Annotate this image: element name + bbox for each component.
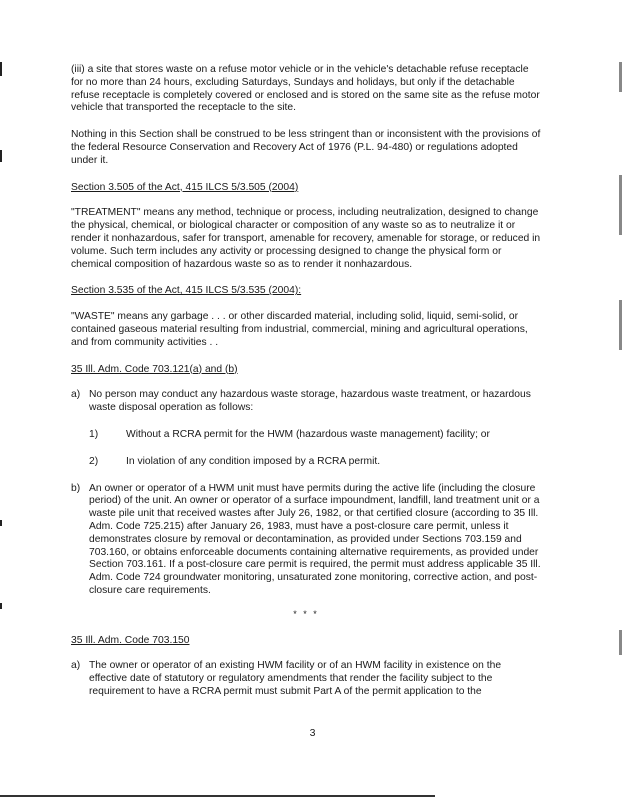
sublist-item-1 [89, 429, 541, 442]
paragraph-treatment: "TREATMENT" means any method, technique or process, including neutralization, designed to change the physical, chemical, or biological character or composition of any waste so as to neutralize it or render it nonhazardous, safer for transport, amenable for recovery, amenable for storage, or reduced in volume. Such term includes any activity or processing designed to change the physical form or chemical composition of hazardous waste so as to render it nonhazardous. [71, 207, 541, 270]
page-number: 3 [309, 727, 316, 739]
paragraph-nothing: Nothing in this Section shall be construed to be less stringent than or inconsistent with the provisions of the federal Resource Conservation and Recovery Act of 1976 (P.L. 94-480) or regulations adopted under it. [71, 129, 541, 166]
list-item-text: An owner or operator of a HWM unit must have permits during the active life (including the closure period) of the unit. An owner or operator of a surface impoundment, landfill, land treatment unit or a waste pile unit that received wastes after July 26, 1982, or that certified closure (according to 35 Ill. Adm. Code 725.215) after January 26, 1983, must have a post-closure care permit, unless it demonstrates closure by removal or decontamination, as provided under Sections 703.159 and 703.160, or obtains enforceable documents containing alternative requirements, as provided under Section 703.161. If a post-closure care permit is required, the permit must address applicable 35 Ill. Adm. Code 724 groundwater monitoring, unsaturated zone monitoring, corrective action, and post-closure care requirements. [89, 482, 541, 596]
list-marker: b) [71, 482, 81, 494]
list-item-a-703-150 [71, 660, 541, 698]
scan-edge-mark [0, 603, 2, 609]
section-heading-3-505: Section 3.505 of the Act, 415 ILCS 5/3.505 (2004) [71, 181, 299, 193]
paragraph-waste: "WASTE" means any garbage . . . or other discarded material, including solid, liquid, semi-solid, or contained gaseous material resulting from industrial, commercial, mining and agricultural operations, and from community activities . . [71, 311, 528, 348]
section-heading-3-535: Section 3.535 of the Act, 415 ILCS 5/3.535 (2004): [71, 285, 302, 297]
list-item-a [71, 389, 541, 415]
scan-edge-mark [0, 62, 2, 76]
bottom-scan-line [0, 795, 435, 797]
scan-edge-mark [619, 300, 622, 350]
paragraph-iii: (iii) a site that stores waste on a refuse motor vehicle or in the vehicle's detachable refuse receptacle for no more than 24 hours, excluding Saturdays, Sundays and holidays, but only if the detachable refuse receptacle is completely covered or enclosed and is stored on the same site as the refuse motor vehicle that transported the receptacle to the site. [71, 64, 540, 114]
omission-stars: * * * [293, 608, 319, 619]
list-item-text: Without a RCRA permit for the HWM (hazardous waste management) facility; or [126, 428, 490, 440]
list-item-b [71, 483, 541, 598]
scan-edge-mark [619, 630, 622, 655]
sublist-item-2 [89, 456, 541, 469]
document-body [71, 64, 541, 699]
section-heading-703-150: 35 Ill. Adm. Code 703.150 [71, 634, 190, 646]
scan-edge-mark [619, 62, 622, 92]
list-item-text: In violation of any condition imposed by a RCRA permit. [126, 455, 381, 467]
section-heading-703-121: 35 Ill. Adm. Code 703.121(a) and (b) [71, 363, 238, 375]
list-marker: a) [71, 389, 81, 401]
list-item-text: The owner or operator of an existing HWM facility or of an HWM facility in existence on the effective date of statutory or regulatory amendments that render the facility subject to the requirement to have a RCRA permit must submit Part A of the permit application to the [89, 660, 502, 697]
list-marker: 1) [89, 428, 99, 440]
list-marker: 2) [89, 455, 99, 467]
list-item-text: No person may conduct any hazardous waste storage, hazardous waste treatment, or hazardous waste disposal operation as follows: [89, 389, 531, 414]
scan-edge-mark [0, 520, 2, 526]
scan-edge-mark [0, 150, 2, 162]
list-marker: a) [71, 660, 81, 672]
scan-edge-mark [619, 175, 622, 235]
